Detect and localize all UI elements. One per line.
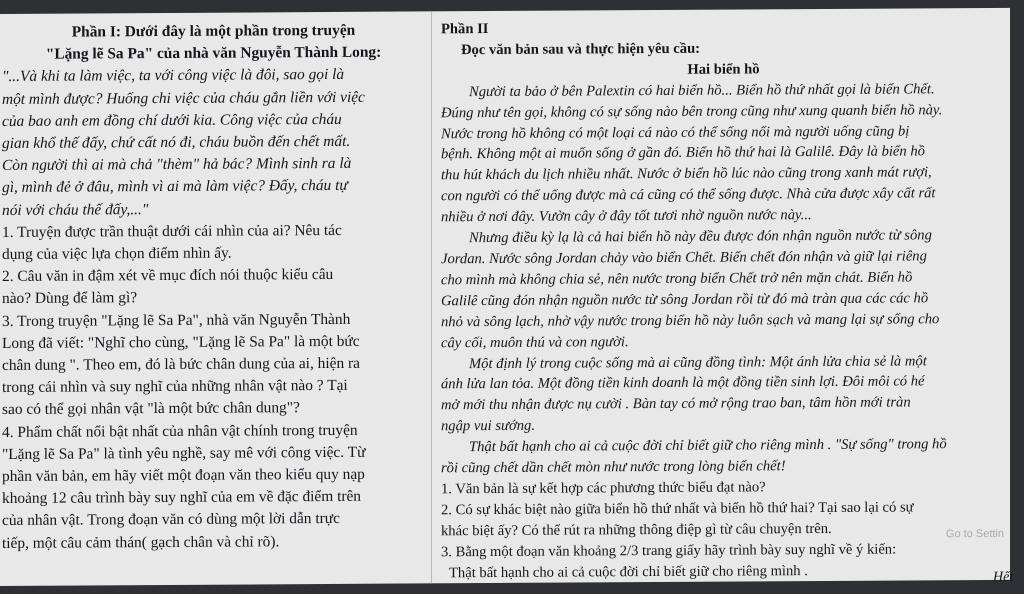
quote-line: gì, mình đẻ ở đâu, mình vì ai mà làm việc? Đấy, cháu tự <box>2 177 348 197</box>
part-one-title-line-2: "Lặng lẽ Sa Pa" của nhà văn Nguyễn Thành Long: <box>45 43 382 63</box>
passage-line: Người ta bảo ở bên Palextin có hai biển hồ... Biển hồ thứ nhất gọi là biển Chết. <box>469 81 935 100</box>
passage-line: nhỏ và sông lạch, nhờ vậy nước trong biển hồ này luôn sạch và mang lại sự sống cho <box>441 310 940 330</box>
question-line: 3. Bằng một đoạn văn khoảng 2/3 trang giấy hãy trình bày suy nghĩ về ý kiến: <box>441 541 897 560</box>
question-line: tiếp, một câu cảm thán( gạch chân và chỉ rõ). <box>2 532 280 552</box>
passage-title: Hai biển hồ <box>687 61 760 78</box>
question-line: 1. Văn bản là sự kết hợp các phương thức biểu đạt nào? <box>441 479 766 498</box>
passage-line: bệnh. Không một ai muốn sống ở gần đó. Biển hồ thứ hai là Galilê. Đây là biển hồ <box>441 143 925 163</box>
passage-line: Nước trong hồ không có một loại cá nào có thể sống nổi mà người uống cũng bị <box>441 122 910 142</box>
quote-line: gian khổ thế đấy, chứ cất nó đi, cháu buồn đến chết mất. <box>2 132 351 153</box>
question-line: 3. Trong truyện "Lặng lẽ Sa Pa", nhà văn Nguyễn Thành <box>2 310 351 330</box>
quote-line: nói với cháu thế đấy,..." <box>2 200 149 219</box>
passage-line: thu hút khách du lịch nhiều nhất. Nước ở biển hồ lúc nào cũng trong xanh mát rượi, <box>441 164 932 184</box>
part-two-questions <box>441 476 1006 584</box>
question-line: Thật bất hạnh cho ai cả cuộc đời chỉ biết giữ cho riêng mình . <box>449 562 808 581</box>
passage-line: con người có thể uống được mà cá cũng có thể sống được. Nhà cửa được xây cất rất <box>441 185 936 205</box>
part-one-column <box>0 11 432 586</box>
passage-line: nhiều ở nơi đây. Vườn cây ở đây tốt tươi nhờ nguồn nước này... <box>441 207 812 226</box>
question-line: 4. Phẩm chất nổi bật nhất của nhân vật chính trong truyện <box>2 421 358 441</box>
question-line: khác biệt ấy? Có thể rút ra những thông điệp gì từ câu chuyện trên. <box>441 520 832 540</box>
instruction-line: Đọc văn bản sau và thực hiện yêu cầu: <box>461 40 701 59</box>
part-one-title-line-1: Phần I: Dưới đây là một phần trong truyện <box>71 21 356 41</box>
quote-line: "...Và khi ta làm việc, ta với công việc là đôi, sao gọi là <box>2 66 345 86</box>
question-line: "Lặng lẽ Sa Pa" là tình yêu nghề, say mê với công việc. Từ <box>2 443 366 463</box>
passage-line: Nhưng điều kỳ lạ là cả hai biển hồ này đều được đón nhận nguồn nước từ sông <box>469 227 932 247</box>
part-one-questions <box>2 219 425 555</box>
question-line: nào? Dùng để làm gì? <box>2 289 138 308</box>
passage-line: ngập vui sướng. <box>441 417 535 435</box>
passage-block <box>441 79 1006 480</box>
passage-line: Galilê cũng đón nhận nguồn nước từ sông Jordan rồi từ đó mà tràn qua các các hồ <box>441 290 929 310</box>
question-line: phần văn bản, em hãy viết một đoạn văn theo kiểu quy nạp <box>2 465 365 486</box>
passage-line: Đúng như tên gọi, không có sự sống nào bên trong cũng như xung quanh biển hồ này. <box>441 101 943 121</box>
passage-line: Jordan. Nước sông Jordan chảy vào biển Chết. Biển chết đón nhận và giữ lại riêng <box>441 248 927 268</box>
question-line: 2. Có sự khác biệt nào giữa biển hồ thứ nhất và biển hồ thứ hai? Tại sao lại có sự <box>441 499 914 519</box>
exam-sheet <box>0 8 1014 586</box>
part-two-title: Phần II <box>441 21 489 38</box>
passage-line: cho mình mà không chia sẻ, nên nước trong biển Chết trở nên mặn chát. Biển hồ <box>441 269 913 289</box>
quote-line: Còn người thì ai mà chả "thèm" hả bác? Mình sinh ra là <box>2 155 352 175</box>
question-line: của nhân vật. Trong đoạn văn có dùng một lời dẫn trực <box>2 510 340 530</box>
question-line: khoảng 12 câu trình bày suy nghĩ của em về đặc điểm trên <box>2 488 362 508</box>
end-mark: Hết <box>993 569 1014 585</box>
passage-line: Thật bất hạnh cho ai cả cuộc đời chỉ biết giữ cho riêng mình . "Sự sống" trong hồ <box>469 436 947 456</box>
quote-line: một mình được? Huống chi việc của cháu gắn liền với việc <box>2 88 365 108</box>
question-line: chân dung ". Theo em, đó là bức chân dung của ai, hiện ra <box>2 354 360 375</box>
quote-block <box>2 64 425 222</box>
question-line: sao có thể gọi nhân vật "là một bức chân dung"? <box>2 399 300 419</box>
passage-line: ánh lửa lan tỏa. Một đồng tiền kinh doanh là một đồng tiền sinh lợi. Đôi môi có hé <box>441 373 925 393</box>
question-line: 2. Câu văn in đậm xét về mục đích nói thuộc kiểu câu <box>2 266 334 286</box>
question-line: dụng của việc lựa chọn điểm nhìn ấy. <box>2 244 232 264</box>
part-two-column <box>433 8 1014 585</box>
quote-line: của bao anh em đồng chí dưới kia. Công việc của cháu <box>2 110 342 130</box>
passage-line: cây cối, muôn thú và con người. <box>441 333 629 351</box>
question-line: 1. Truyện được trần thuật dưới cái nhìn của ai? Nêu tác <box>2 221 342 241</box>
passage-line: mở mới thu nhận được nụ cười . Bàn tay có mở rộng trao ban, tâm hồn mới tràn <box>441 394 911 414</box>
question-line: Long đã viết: "Nghĩ cho cùng, "Lặng lẽ Sa Pa" là một bức <box>2 332 360 352</box>
passage-line: Một định lý trong cuộc sống mà ai cũng đồng tình: Một ánh lửa chia sẻ là một <box>469 352 927 372</box>
passage-line: rồi cũng chết dần chết mòn như nước trong lòng biển chết! <box>441 458 786 477</box>
question-line: trong cái nhìn và suy nghĩ của những nhân vật nào ? Tại <box>2 377 348 397</box>
activation-watermark: Go to Settin <box>945 527 1004 541</box>
